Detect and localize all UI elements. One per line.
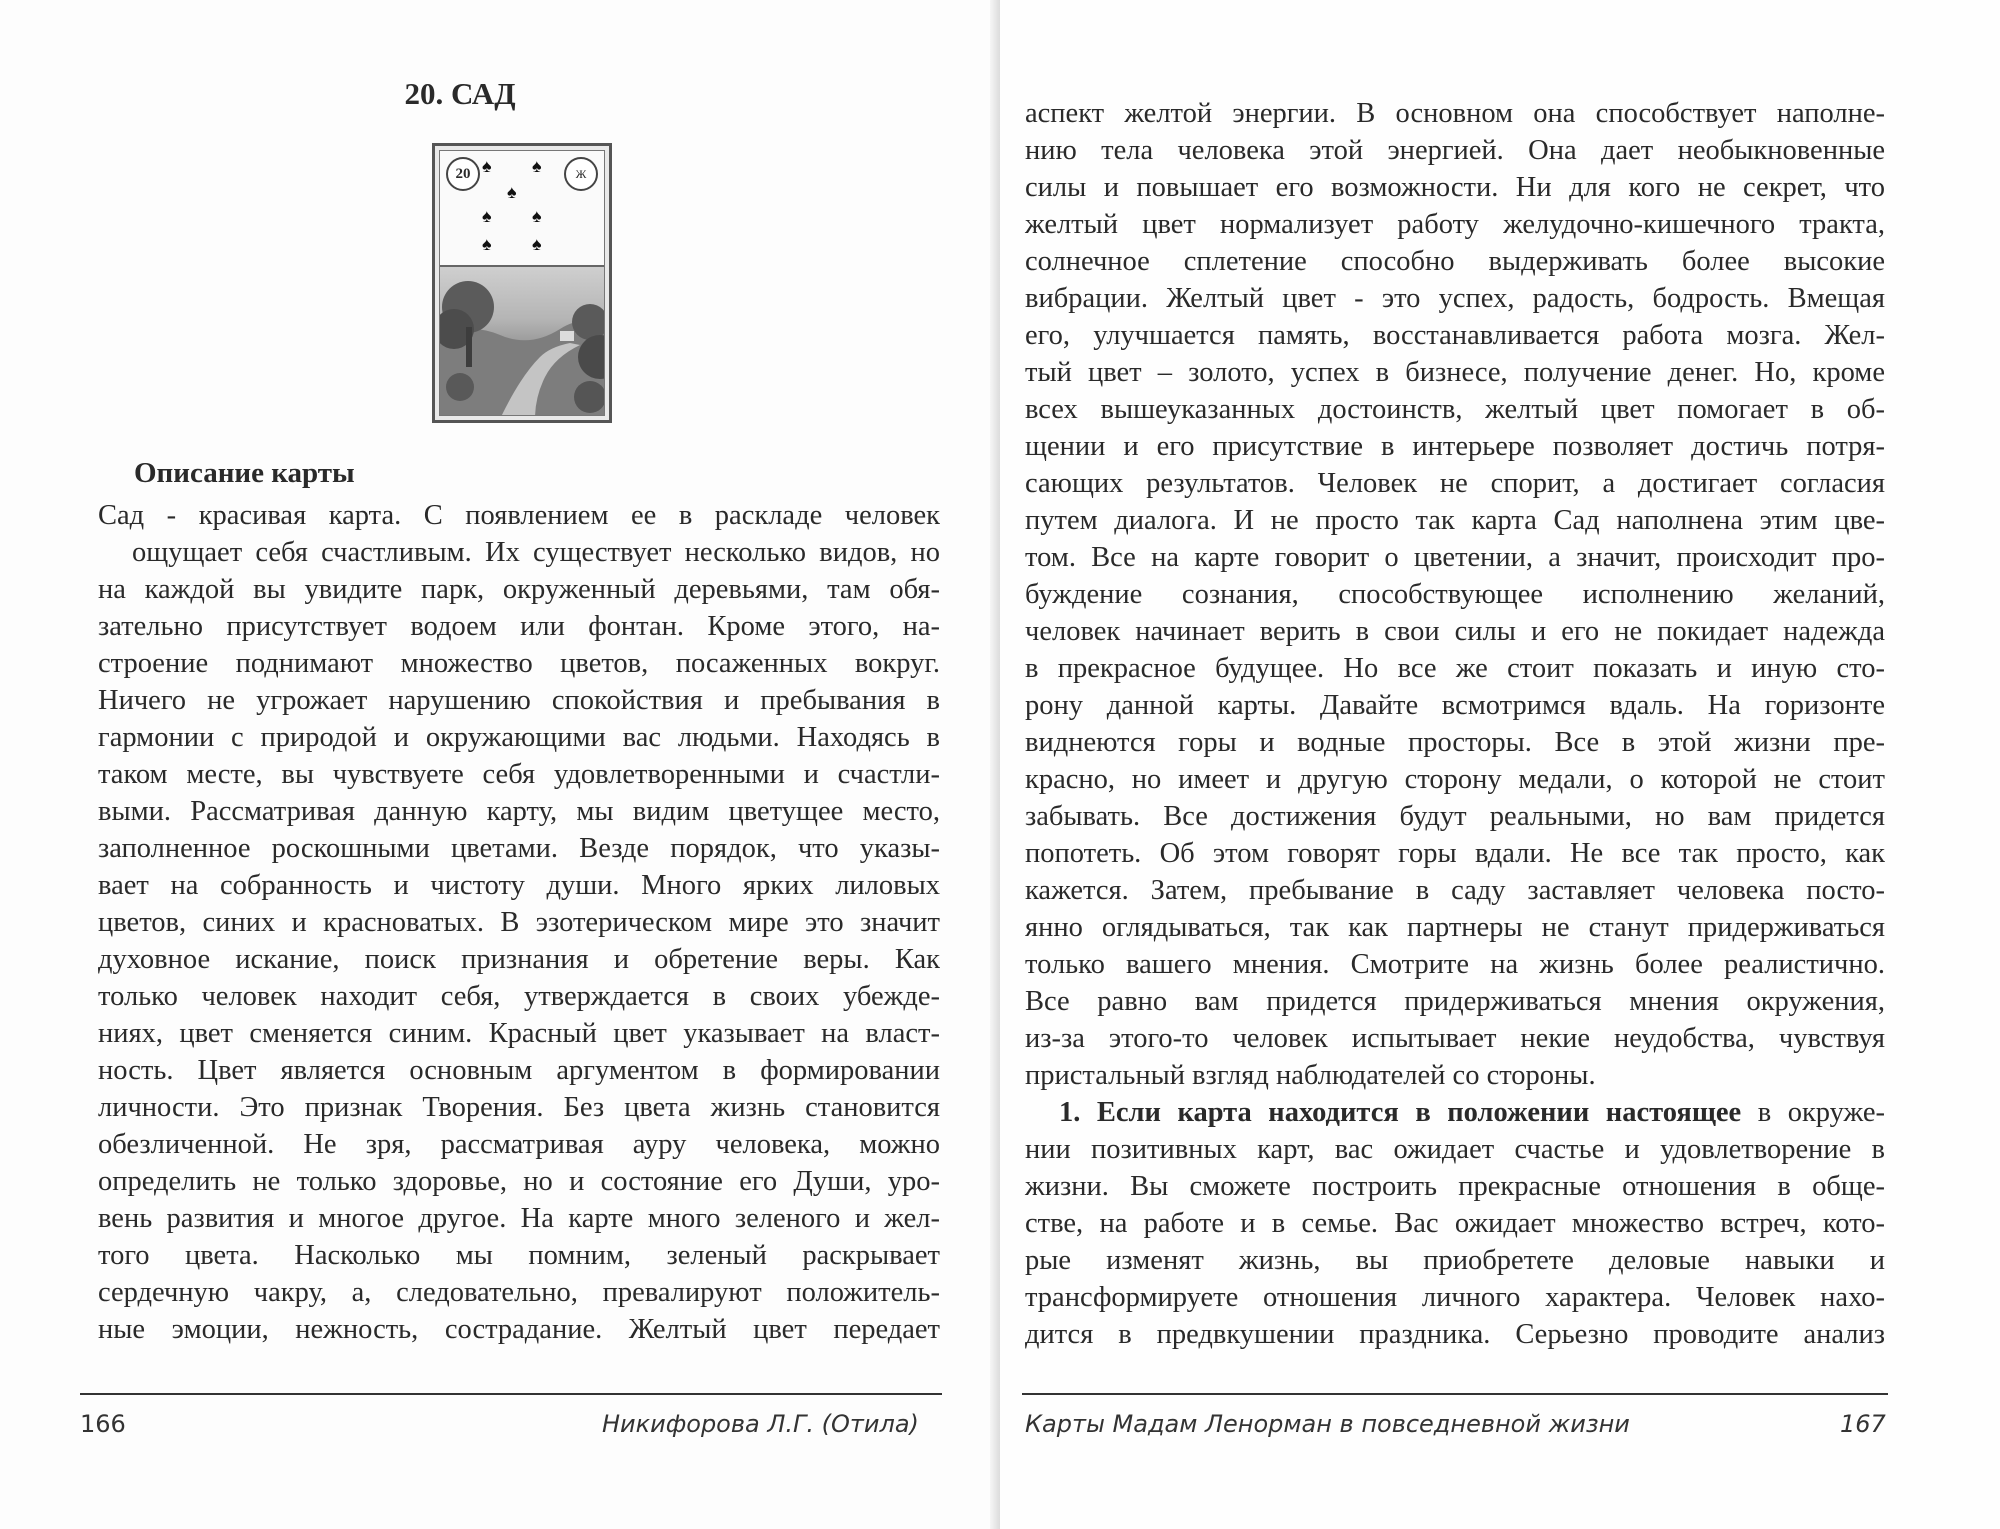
section-heading: Описание карты xyxy=(134,457,355,489)
text-line: определить не только здоровье, но и состояние его Души, уро- xyxy=(98,1166,940,1197)
text-line: красно, но имеет и другую сторону медали, о которой не стоит xyxy=(1025,764,1885,795)
text-line: желтый цвет нормализует работу желудочно-кишечного тракта, xyxy=(1025,209,1885,240)
text-line: таком месте, вы чувствуете себя удовлетворенными и счастли- xyxy=(98,759,940,790)
card-illustration xyxy=(432,143,612,423)
text-line: только вашего мнения. Смотрите на жизнь более реалистично. xyxy=(1025,949,1885,980)
footer-rule xyxy=(80,1393,942,1395)
text-line: янно оглядываться, так как партнеры не станут придерживаться xyxy=(1025,912,1885,943)
spade-icon: ♠ xyxy=(532,234,542,254)
paragraph-first-line xyxy=(1025,1094,1885,1131)
spade-icon: ♠ xyxy=(482,156,492,176)
text-line: цветов, синих и красноватых. В эзотерическом мире это значит xyxy=(98,907,940,938)
text-line: виднеются горы и водные просторы. Все в этой жизни пре- xyxy=(1025,727,1885,758)
page-number: 167 xyxy=(1840,1410,1886,1438)
text-line: всех вышеуказанных достоинств, желтый цвет помогает в об- xyxy=(1025,394,1885,425)
text-line: заполненное роскошными цветами. Везде порядок, что указы- xyxy=(98,833,940,864)
text-line: Все равно вам придется придерживаться мнения окружения, xyxy=(1025,986,1885,1017)
text-line: строение поднимают множество цветов, посаженных вокруг. xyxy=(98,648,940,679)
right-body-text xyxy=(1025,95,1885,1353)
card-monogram: Ж xyxy=(564,157,598,191)
page-number: 166 xyxy=(80,1410,126,1438)
text-line: ные эмоции, нежность, сострадание. Желтый цвет передает xyxy=(98,1314,940,1345)
spade-icon: ♠ xyxy=(482,234,492,254)
text-line: вень развития и многое другое. На карте много зеленого и жел- xyxy=(98,1203,940,1234)
text-line: силы и повышает его возможности. Ни для кого не секрет, что xyxy=(1025,172,1885,203)
text-line: буждение сознания, способствующее исполнению желаний, xyxy=(1025,579,1885,610)
text-line: на каждой вы увидите парк, окруженный деревьями, там обя- xyxy=(98,574,940,605)
text-line: в прекрасное будущее. Но все же стоит показать и иную сто- xyxy=(1025,653,1885,684)
text-line: щении и его присутствие в интерьере позволяет достичь потря- xyxy=(1025,431,1885,462)
text-line: человек начинает верить в свои силы и его не покидает надежда xyxy=(1025,616,1885,647)
text-line: попотеть. Об этом говорят горы вдали. Не все так просто, как xyxy=(1025,838,1885,869)
garden-landscape-icon xyxy=(440,267,605,416)
running-footer-book-title: Карты Мадам Ленорман в повседневной жизни xyxy=(1025,1410,1630,1438)
text-line: пристальный взгляд наблюдателей со стороны. xyxy=(1025,1060,1596,1091)
paragraph-lead-tail: в окруже- xyxy=(1741,1097,1886,1128)
text-line: том. Все на карте говорит о цветении, а значит, происходит про- xyxy=(1025,542,1885,573)
paragraph-bold-lead: 1. Если карта находится в положении настоящее xyxy=(1059,1097,1742,1128)
footer-rule xyxy=(1022,1393,1888,1395)
text-line: ность. Цвет является основным аргументом в формировании xyxy=(98,1055,940,1086)
card-number-badge: 20 xyxy=(446,157,480,191)
text-line: выми. Рассматривая данную карту, мы видим цветущее место, xyxy=(98,796,940,827)
text-line: того цвета. Насколько мы помним, зеленый раскрывает xyxy=(98,1240,940,1271)
text-line: тый цвет – золото, успех в бизнесе, получение денег. Но, кроме xyxy=(1025,357,1885,388)
text-line: кажется. Затем, пребывание в саду заставляет человека посто- xyxy=(1025,875,1885,906)
garden-scene-image xyxy=(440,267,604,415)
text-line: жизни. Вы сможете построить прекрасные отношения в обще- xyxy=(1025,1171,1885,1202)
text-line: гармонии с природой и окружающими вас людьми. Находясь в xyxy=(98,722,940,753)
text-line: из-за этого-то человек испытывает некие неудобства, чувствуя xyxy=(1025,1023,1885,1054)
left-body-text xyxy=(98,497,940,1348)
spade-icon: ♠ xyxy=(507,182,517,202)
text-line: путем диалога. И не просто так карта Сад наполнена этим цве- xyxy=(1025,505,1885,536)
spade-icon: ♠ xyxy=(532,206,542,226)
text-line: стве, на работе и в семье. Вас ожидает множество встреч, кото- xyxy=(1025,1208,1885,1239)
text-line: ощущает себя счастливым. Их существует несколько видов, но xyxy=(132,537,940,568)
text-line: нию тела человека этой энергией. Она дает необыкновенные xyxy=(1025,135,1885,166)
text-line: личности. Это признак Творения. Без цвета жизнь становится xyxy=(98,1092,940,1123)
text-line: Ничего не угрожает нарушению спокойствия и пребывания в xyxy=(98,685,940,716)
text-line: аспект желтой энергии. В основном она способствует наполне- xyxy=(1025,98,1885,129)
spade-icon: ♠ xyxy=(482,206,492,226)
text-line: обезличенной. Не зря, рассматривая ауру человека, можно xyxy=(98,1129,940,1160)
text-line: сердечную чакру, а, следовательно, превалируют положитель- xyxy=(98,1277,940,1308)
text-line: Сад - красивая карта. С появлением ее в раскладе человек xyxy=(98,500,940,531)
text-line: вибрации. Желтый цвет - это успех, радость, бодрость. Вмещая xyxy=(1025,283,1885,314)
text-line: сающих результатов. Человек не спорит, а достигает согласия xyxy=(1025,468,1885,499)
spade-icon: ♠ xyxy=(532,156,542,176)
text-line: зательно присутствует водоем или фонтан. Кроме этого, на- xyxy=(98,611,940,642)
card-playing-panel xyxy=(440,151,604,267)
text-line: солнечное сплетение способно выдерживать более высокие xyxy=(1025,246,1885,277)
text-line: только человек находит себя, утверждается в своих убежде- xyxy=(98,981,940,1012)
text-line: трансформируете отношения личного характера. Человек нахо- xyxy=(1025,1282,1885,1313)
text-line: нии позитивных карт, вас ожидает счастье и удовлетворение в xyxy=(1025,1134,1885,1165)
running-footer-author: Никифорова Л.Г. (Отила) xyxy=(602,1410,919,1438)
text-line: его, улучшается память, восстанавливается работа мозга. Жел- xyxy=(1025,320,1885,351)
text-line: забывать. Все достижения будут реальными, но вам придется xyxy=(1025,801,1885,832)
text-line: вает на собранность и чистоту души. Много ярких лиловых xyxy=(98,870,940,901)
text-line: дится в предвкушении праздника. Серьезно проводите анализ xyxy=(1025,1319,1885,1350)
text-line: ниях, цвет сменяется синим. Красный цвет указывает на власт- xyxy=(98,1018,940,1049)
text-line: духовное искание, поиск признания и обретение веры. Как xyxy=(98,944,940,975)
text-line: рону данной карты. Давайте всмотримся вдаль. На горизонте xyxy=(1025,690,1885,721)
text-line: рые изменят жизнь, вы приобретете деловые навыки и xyxy=(1025,1245,1885,1276)
chapter-title: 20. САД xyxy=(404,76,516,111)
card-frame xyxy=(439,150,605,416)
